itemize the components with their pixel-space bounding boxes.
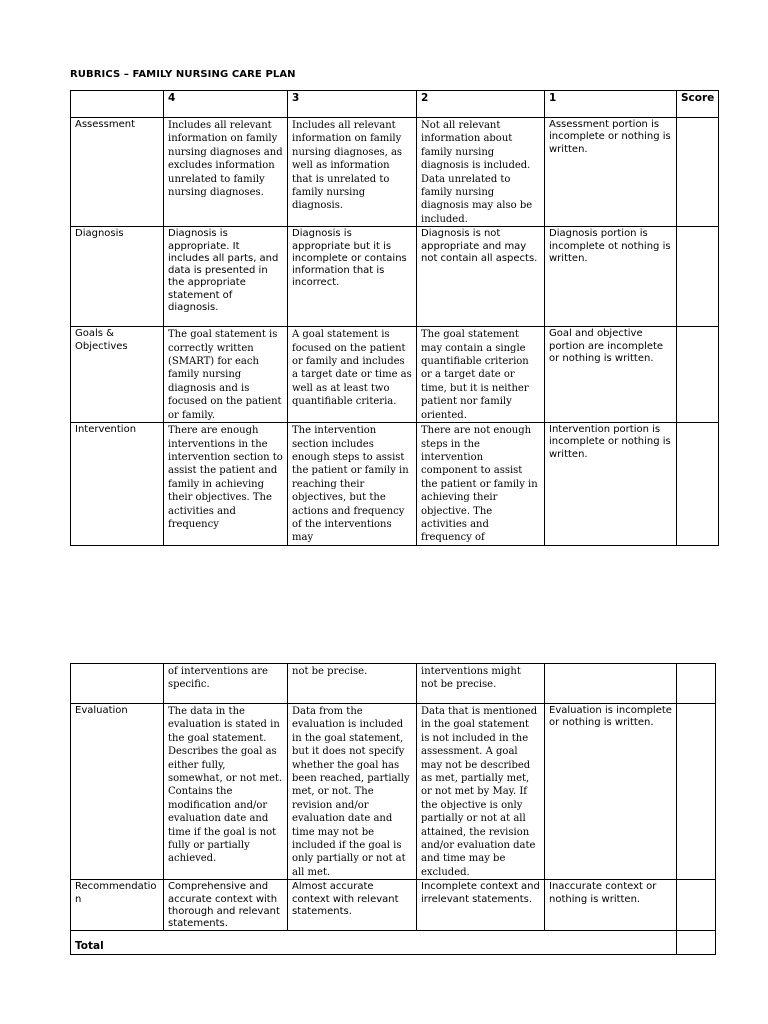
header-cell-4: 4 [164, 91, 288, 118]
rating-4-cell: There are enough interventions in the intervention section to assist the patient and family in achieving their objectives. The activities and frequency [164, 423, 288, 546]
score-cell[interactable] [677, 423, 719, 546]
table-row-intervention-continued [71, 664, 716, 704]
score-cell[interactable] [677, 704, 716, 880]
rating-2-cell: There are not enough steps in the intervention component to assist the patient or family in achieving their objective. The activities and frequency of [417, 423, 545, 546]
criterion-label: Recommendation [71, 880, 164, 931]
criterion-label: Evaluation [71, 704, 164, 880]
header-cell-2: 2 [417, 91, 545, 118]
rating-1-cell: Inaccurate context or nothing is written. [545, 880, 677, 931]
rating-3-cell: A goal statement is focused on the patient or family and includes a target date or time as well as at least two quantifiable criteria. [288, 327, 417, 423]
rating-4-cell: Comprehensive and accurate context with thorough and relevant statements. [164, 880, 288, 931]
table-row-total [71, 931, 716, 955]
rating-3-cell: Almost accurate context with relevant statements. [288, 880, 417, 931]
total-label: Total [71, 931, 677, 955]
total-score-cell[interactable] [677, 931, 716, 955]
header-cell-3: 3 [288, 91, 417, 118]
criterion-label [71, 664, 164, 704]
rating-1-cell [545, 664, 677, 704]
rating-1-cell: Diagnosis portion is incomplete ot nothing is written. [545, 227, 677, 327]
rating-2-cell: Not all relevant information about family nursing diagnosis is included. Data unrelated to family nursing diagnosis may also be included. [417, 118, 545, 227]
rating-3-cell: Includes all relevant information on family nursing diagnoses, as well as information that is unrelated to family nursing diagnosis. [288, 118, 417, 227]
rating-2-cell: Incomplete context and irrelevant statements. [417, 880, 545, 931]
rating-4-cell: Includes all relevant information on family nursing diagnoses and excludes information unrelated to family nursing diagnoses. [164, 118, 288, 227]
score-cell[interactable] [677, 327, 719, 423]
table-row-intervention [71, 423, 719, 546]
table-row-evaluation [71, 704, 716, 880]
header-cell-blank [71, 91, 164, 118]
score-cell[interactable] [677, 664, 716, 704]
rating-3-cell: Diagnosis is appropriate but it is incomplete or contains information that is incorrect. [288, 227, 417, 327]
rating-2-cell: Data that is mentioned in the goal statement is not included in the assessment. A goal may not be described as met, partially met, or not met by May. If the objective is only partially or not at all attained, the revision and/or evaluation date and time may be excluded. [417, 704, 545, 880]
header-cell-score: Score [677, 91, 719, 118]
rubric-table-part-2 [70, 663, 716, 955]
rating-4-cell: The goal statement is correctly written (SMART) for each family nursing diagnosis and is focused on the patient or family. [164, 327, 288, 423]
table-row-diagnosis [71, 227, 719, 327]
table-row-recommendation [71, 880, 716, 931]
criterion-label: Assessment [71, 118, 164, 227]
header-cell-1: 1 [545, 91, 677, 118]
rating-4-cell: The data in the evaluation is stated in the goal statement. Describes the goal as either fully, somewhat, or not met. Contains the modification and/or evaluation date and time if the goal is not fully or partially achieved. [164, 704, 288, 880]
rating-1-cell: Evaluation is incomplete or nothing is written. [545, 704, 677, 880]
rating-3-cell: not be precise. [288, 664, 417, 704]
score-cell[interactable] [677, 118, 719, 227]
rating-1-cell: Goal and objective portion are incomplete or nothing is written. [545, 327, 677, 423]
criterion-label: Intervention [71, 423, 164, 546]
rubric-table-part-1 [70, 90, 719, 546]
header-row [71, 91, 719, 118]
table-row-goals-objectives [71, 327, 719, 423]
score-cell[interactable] [677, 227, 719, 327]
rating-2-cell: interventions might not be precise. [417, 664, 545, 704]
criterion-label: Diagnosis [71, 227, 164, 327]
score-cell[interactable] [677, 880, 716, 931]
rating-3-cell: Data from the evaluation is included in the goal statement, but it does not specify whether the goal has been reached, partially met, or not. The revision and/or evaluation date and time may not be included if the goal is only partially or not at all met. [288, 704, 417, 880]
rating-4-cell: of interventions are specific. [164, 664, 288, 704]
rating-1-cell: Intervention portion is incomplete or nothing is written. [545, 423, 677, 546]
rating-1-cell: Assessment portion is incomplete or nothing is written. [545, 118, 677, 227]
rating-2-cell: Diagnosis is not appropriate and may not contain all aspects. [417, 227, 545, 327]
rating-2-cell: The goal statement may contain a single quantifiable criterion or a target date or time, but it is neither patient nor family oriented. [417, 327, 545, 423]
table-row-assessment [71, 118, 719, 227]
page-title: RUBRICS – FAMILY NURSING CARE PLAN [70, 69, 296, 80]
rating-4-cell: Diagnosis is appropriate. It includes all parts, and data is presented in the appropriate statement of diagnosis. [164, 227, 288, 327]
rating-3-cell: The intervention section includes enough steps to assist the patient or family in reaching their objectives, but the actions and frequency of the interventions may [288, 423, 417, 546]
criterion-label: Goals & Objectives [71, 327, 164, 423]
